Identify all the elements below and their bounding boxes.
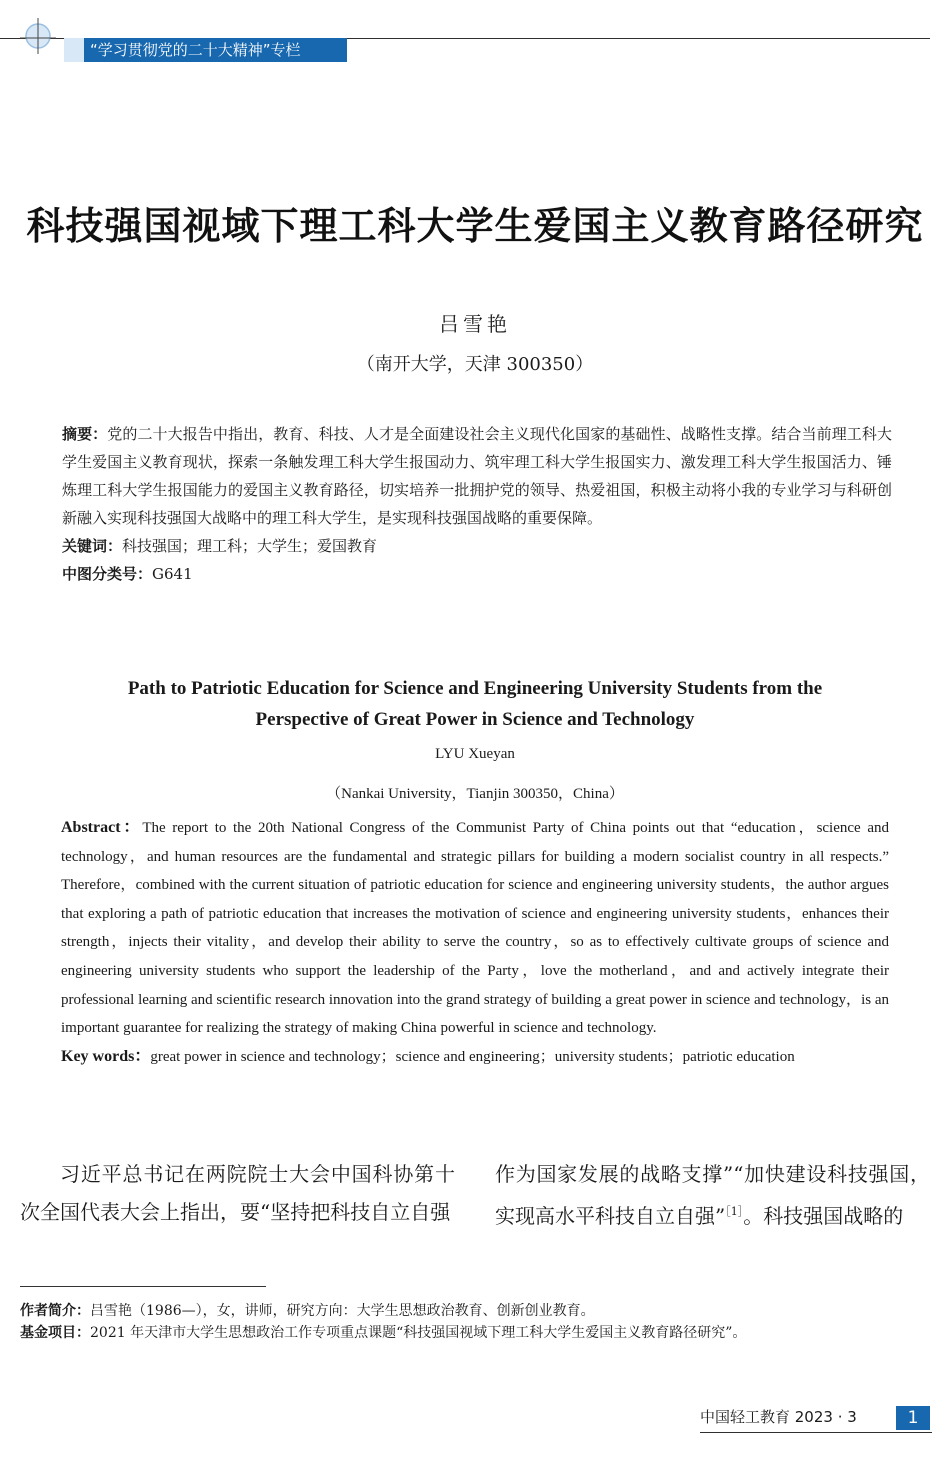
clc-text: G641 [152, 565, 193, 583]
body-column-right [495, 1155, 930, 1235]
english-keywords-text: great power in science and technology；science and engineering；university students；patriotic education [150, 1048, 795, 1065]
english-abstract-text: The report to the 20th National Congress of the Communist Party of China points out that “education，science and technology，and human resources are the fundamental and strategic pillars for building a modern socialist country in all respects.” Therefore，combined with the current situation of patriotic education for science and engineering university students，the author argues that exploring a path of patriotic education that increases the motivation of science and engineering university students，enhances their strength，injects their vitality，and develop their ability to serve the country，so as to effectively cultivate groups of science and engineering university students who support the leadership of the Party，love the motherland，and and actively integrate their professional learning and scientific research innovation into the grand strategy of building a great power in science and technology，is an important guarantee for realizing the strategy of making China powerful in science and technology. [61, 820, 889, 1037]
footer-journal: 中国轻工教育 2023 · 3 [700, 1408, 857, 1426]
body-left-text: 习近平总书记在两院院士大会中国科协第十次全国代表大会上指出，要“坚持把科技自立自强 [20, 1162, 455, 1224]
clc-line [62, 560, 892, 588]
chinese-abstract-block [62, 420, 892, 588]
english-title [60, 673, 890, 735]
body-right-text-a: 作为国家发展的战略支撑”“加快建设科技强国，实现高水平科技自立自强” [495, 1162, 930, 1228]
clc-label: 中图分类号： [62, 565, 153, 583]
column-label: “学习贯彻党的二十大精神”专栏 [84, 38, 347, 62]
keywords-line [62, 532, 892, 560]
citation-ref: ［1］ [725, 1205, 744, 1218]
author-name: 吕雪艳 [439, 312, 511, 336]
funding-text: 2021 年天津市大学生思想政治工作专项重点课题“科技强国视域下理工科大学生爱国主义教育路径研究”。 [90, 1325, 747, 1341]
english-abstract-paragraph [61, 814, 889, 1043]
english-affiliation: （Nankai University，Tianjin 300350，China） [326, 786, 624, 802]
abstract-text: 党的二十大报告中指出，教育、科技、人才是全面建设社会主义现代化国家的基础性、战略性支撑。结合当前理工科大学生爱国主义教育现状，探索一条触发理工科大学生报国动力、筑牢理工科大学生报国实力、激发理工科大学生报国活力、锤炼理工科大学生报国能力的爱国主义教育路径，切实培养一批拥护党的领导、热爱祖国，积极主动将小我的专业学习与科研创新融入实现科技强国大战略中的理工科大学生，是实现科技强国战略的重要保障。 [62, 425, 892, 527]
footnote-rule [20, 1286, 266, 1287]
english-keywords-label: Key words： [61, 1047, 151, 1065]
english-abstract-label: Abstract： [61, 819, 143, 836]
body-right-paragraph [495, 1155, 930, 1235]
funding-label: 基金项目： [20, 1325, 90, 1341]
english-title-line-1: Path to Patriotic Education for Science and Engineering University Students from the [127, 678, 823, 699]
abstract-paragraph [62, 420, 892, 532]
english-keywords-line [61, 1043, 889, 1072]
english-abstract-block [61, 814, 889, 1071]
page-number: 1 [896, 1406, 930, 1430]
author-bio-line [20, 1300, 920, 1322]
keywords-text: 科技强国；理工科；大学生；爱国教育 [122, 537, 378, 555]
abstract-label: 摘要： [62, 425, 108, 443]
footer-rule [700, 1432, 932, 1433]
author-affiliation: （南开大学，天津 300350） [356, 354, 594, 375]
keywords-label: 关键词： [62, 537, 123, 555]
english-author: LYU Xueyan [435, 746, 515, 762]
funding-line [20, 1322, 920, 1344]
article-title: 科技强国视域下理工科大学生爱国主义教育路径研究 [26, 204, 924, 248]
author-bio-label: 作者简介： [20, 1303, 90, 1319]
footnotes [20, 1300, 920, 1344]
crosshair-logo-icon [20, 18, 56, 54]
body-right-text-b: 。科技强国战略的 [743, 1204, 904, 1228]
author-bio-text: 吕雪艳（1986—），女，讲师，研究方向：大学生思想政治教育、创新创业教育。 [90, 1303, 595, 1319]
body-column-left [20, 1155, 455, 1231]
english-title-line-2: Perspective of Great Power in Science and Technology [255, 709, 695, 730]
